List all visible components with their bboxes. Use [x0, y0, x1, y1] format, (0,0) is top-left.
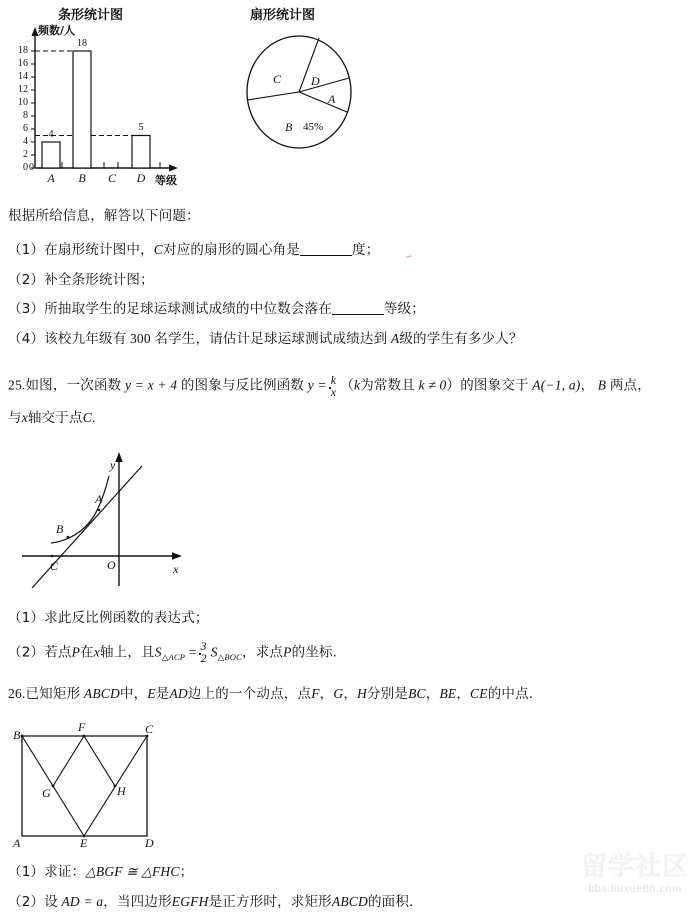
pie-chart-title: 扇形统计图 [250, 8, 316, 23]
bar-value-A: 4 [48, 129, 54, 140]
watermark-main-text: 留学社区 [580, 852, 689, 882]
problem-25-area-s2-subscript: △BOC [217, 652, 243, 663]
problem-25-point-c: C [82, 410, 92, 425]
graph-label-point-b: B [56, 522, 64, 536]
bar-category-C: C [107, 171, 116, 185]
bar-chart-y-axis-label: 频数/人 [38, 24, 76, 37]
problem-25-k-symbol: k [354, 377, 361, 393]
bar-ytick-10: 10 [18, 97, 28, 108]
question-4-student-count: 300 [129, 331, 151, 346]
problem-26-text-i: ， [456, 686, 471, 702]
problem-26-text-e: ， [319, 686, 334, 702]
bar-ytick-2: 2 [23, 149, 28, 160]
figure-label-c: C [145, 722, 154, 736]
problem-26-text-a: 已知矩形 [25, 686, 81, 702]
problem-26-rect-abcd-2: ABCD [331, 894, 368, 909]
problem-25-point-p: P [71, 644, 81, 660]
question-4-text-a: （4）该校九年级有 [8, 331, 127, 347]
bar-ytick-8: 8 [23, 110, 28, 121]
bar-chart-title: 条形统计图 [58, 8, 124, 23]
question-4-text-c: 级的学生有多少人？ [399, 331, 523, 347]
problem-25-sub-2-a: （2）若点 [8, 644, 72, 661]
problem-25-text-c: （ [340, 377, 355, 394]
questions-intro [8, 206, 200, 226]
problem-26-seg-ad: AD [169, 686, 188, 701]
bar-origin-label: 0 [29, 162, 34, 173]
bar-value-B: 18 [77, 38, 87, 49]
problem-25-sub-1 [8, 608, 209, 628]
problem-25-text-b: 的图象与反比例函数 [180, 377, 305, 394]
question-4-grade-a: A [390, 331, 400, 346]
graph-label-point-a: A [95, 492, 103, 506]
pie-label-C: C [273, 72, 282, 86]
question-3-text-b: 等级； [383, 301, 425, 317]
problem-26-sub-2 [8, 892, 414, 912]
problem-26-congruence: △BGF ≅ △FHC [85, 864, 180, 879]
bar-chart-x-axis-label: 等级 [155, 174, 177, 187]
problem-26-number: 26. [8, 686, 26, 701]
problem-26-text-g: 分别是 [366, 686, 409, 702]
problem-26-seg-be: BE [439, 686, 457, 701]
figure-label-a: A [13, 836, 21, 850]
problem-26-text-c: 是 [155, 686, 170, 702]
problem-26-text-d: 边上的一个动点，点 [187, 686, 312, 702]
pie-chart-svg [243, 34, 355, 150]
problem-26-sub-2-a: （2）设 [8, 894, 58, 910]
bar-ytick-4: 4 [23, 136, 28, 147]
question-3-text-a: （3）所抽取学生的足球运球测试成绩的中位数会落在 [8, 301, 332, 317]
problem-25-inverse-y: y = [307, 377, 327, 393]
problem-26-sub-1-c: ； [179, 864, 194, 880]
bar-ytick-6: 6 [23, 123, 28, 134]
problem-26-sub-1-a: （1）求证： [8, 864, 86, 880]
problem-25-sub-1-text: （1）求此反比例函数的表达式； [8, 610, 209, 626]
problem-26-text-h: ， [425, 686, 440, 702]
problem-25-graph [10, 440, 245, 600]
problem-25-line2-period: . [91, 410, 96, 425]
figure-label-h: H [117, 784, 126, 798]
problem-25-number: 25. [8, 377, 26, 393]
problem-25-point-a: A(−1, a) [532, 377, 581, 393]
problem-25-area-s1: S [154, 644, 162, 660]
problem-26-point-f: F [311, 686, 320, 701]
question-1-text-b: 对应的扇形的圆心角是 [163, 242, 301, 258]
bar-chart [10, 22, 220, 197]
question-3 [8, 299, 425, 319]
problem-25-sub-2-x: x [93, 644, 100, 660]
problem-25-fraction-k-over-x [329, 374, 339, 398]
problem-25-text-g: 两点， [609, 377, 651, 394]
problem-25-area-s1-subscript: △ACP [161, 652, 186, 663]
bar-category-A: A [47, 171, 55, 185]
problem-26-point-g: G [333, 686, 344, 701]
problem-26-sub-2-e: 是正方形时，求矩形 [208, 894, 332, 910]
problem-25-point-b: B [597, 377, 607, 393]
problem-25-sub-2-d: ，求点 [242, 644, 284, 661]
problem-25-line2-a: 与 [8, 410, 22, 426]
problem-26-text-f: ， [343, 686, 358, 702]
graph-label-x-axis: x [173, 562, 179, 576]
question-4-text-b: 名学生，请估计足球运球测试成绩达到 [154, 331, 388, 347]
figure-label-d: D [145, 836, 154, 850]
problem-25-linear-equation: y = x + 4 [124, 377, 178, 393]
watermark-url-text: bbs.liuxue86.com [588, 883, 682, 895]
fraction-bar [329, 387, 331, 389]
fraction-numerator-k: k [330, 373, 337, 387]
problem-25-sub-2-c: 轴上，且 [99, 644, 155, 661]
problem-26-sub-2-g: 的面积. [367, 894, 414, 910]
figure-label-g: G [42, 786, 51, 800]
problem-26-ad-equals-a: AD = a [61, 894, 104, 909]
bar-value-D: 5 [138, 122, 144, 133]
problem-26-point-e: E [147, 686, 156, 701]
problem-25-fraction-three-halves [199, 640, 209, 664]
problem-26-seg-bc: BC [408, 686, 426, 701]
pie-label-A: A [328, 92, 336, 106]
problem-26-seg-ce: CE [470, 686, 488, 701]
problem-26-sub-2-c: ，当四边形 [103, 894, 172, 910]
question-1-text-c: 度； [352, 242, 380, 258]
problem-25-text-e: ）的图象交于 [446, 377, 529, 394]
bar-ytick-14: 14 [18, 71, 28, 82]
pie-label-B: B [285, 120, 293, 134]
bar-category-D: D [136, 171, 146, 185]
problem-25-area-s2: S [210, 644, 218, 660]
pie-label-D: D [311, 74, 320, 88]
problem-25-axis-x: x [21, 410, 28, 425]
problem-25-graph-svg [10, 440, 245, 600]
graph-label-origin: O [107, 558, 116, 572]
problem-25-point-p-2: P [283, 644, 292, 660]
problem-26-figure [12, 718, 177, 853]
problem-25-k-condition: k ≠ 0 [418, 377, 447, 393]
fraction-denominator-two: 2 [200, 651, 207, 665]
problem-26-rect-abcd: ABCD [83, 686, 120, 701]
fraction-bar-2 [199, 653, 201, 655]
site-watermark [575, 852, 695, 914]
problem-26-point-h: H [357, 686, 367, 701]
stray-red-mark: ~ [404, 251, 414, 264]
question-4 [8, 329, 523, 349]
problem-25-line2-b: 轴交于点 [27, 410, 83, 426]
problem-26-text-j: 的中点. [487, 686, 534, 702]
problem-26-figure-svg [12, 718, 177, 853]
fraction-numerator-three: 3 [200, 639, 207, 653]
problem-26-quad-egfh: EGFH [171, 894, 209, 909]
problem-25-equals-sign: = [188, 644, 197, 660]
problem-25-sub-2 [8, 640, 337, 667]
figure-label-f: F [78, 720, 86, 734]
problem-25-text-f: ， [580, 377, 595, 394]
problem-26-sub-1 [8, 862, 193, 882]
question-1-grade-c: C [153, 242, 164, 257]
bar-ytick-12: 12 [18, 84, 28, 95]
problem-25-text-d: 为常数且 [360, 377, 416, 394]
bar-category-B: B [78, 171, 86, 185]
question-2 [8, 270, 154, 290]
pie-percent-B: 45% [303, 121, 324, 133]
question-1 [8, 240, 379, 260]
bar-ytick-18: 18 [18, 45, 28, 56]
bar-ytick-16: 16 [18, 58, 28, 69]
question-3-answer-blank[interactable] [332, 302, 384, 315]
questions-intro-text: 根据所给信息，解答以下问题： [8, 208, 200, 224]
fraction-denominator-x: x [330, 385, 337, 399]
figure-label-b: B [13, 728, 21, 742]
problem-25-line-1 [8, 374, 651, 398]
pie-chart [243, 34, 355, 150]
graph-label-point-c: C [50, 559, 59, 573]
problem-25-text-a: 如图，一次函数 [25, 377, 122, 394]
bar-ytick-0: 0 [23, 162, 28, 173]
problem-25-sub-2-e: 的坐标. [291, 644, 338, 661]
question-2-text: （2）补全条形统计图； [8, 272, 154, 288]
question-1-text-a: （1）在扇形统计图中， [8, 242, 154, 258]
graph-label-y-axis: y [110, 458, 116, 472]
figure-label-e: E [80, 836, 88, 850]
problem-25-sub-2-b: 在 [80, 644, 94, 661]
problem-26-line-1 [8, 684, 533, 704]
problem-26-text-b: 中， [119, 686, 148, 702]
question-1-answer-blank[interactable] [300, 243, 352, 256]
problem-25-line-2 [8, 408, 96, 428]
